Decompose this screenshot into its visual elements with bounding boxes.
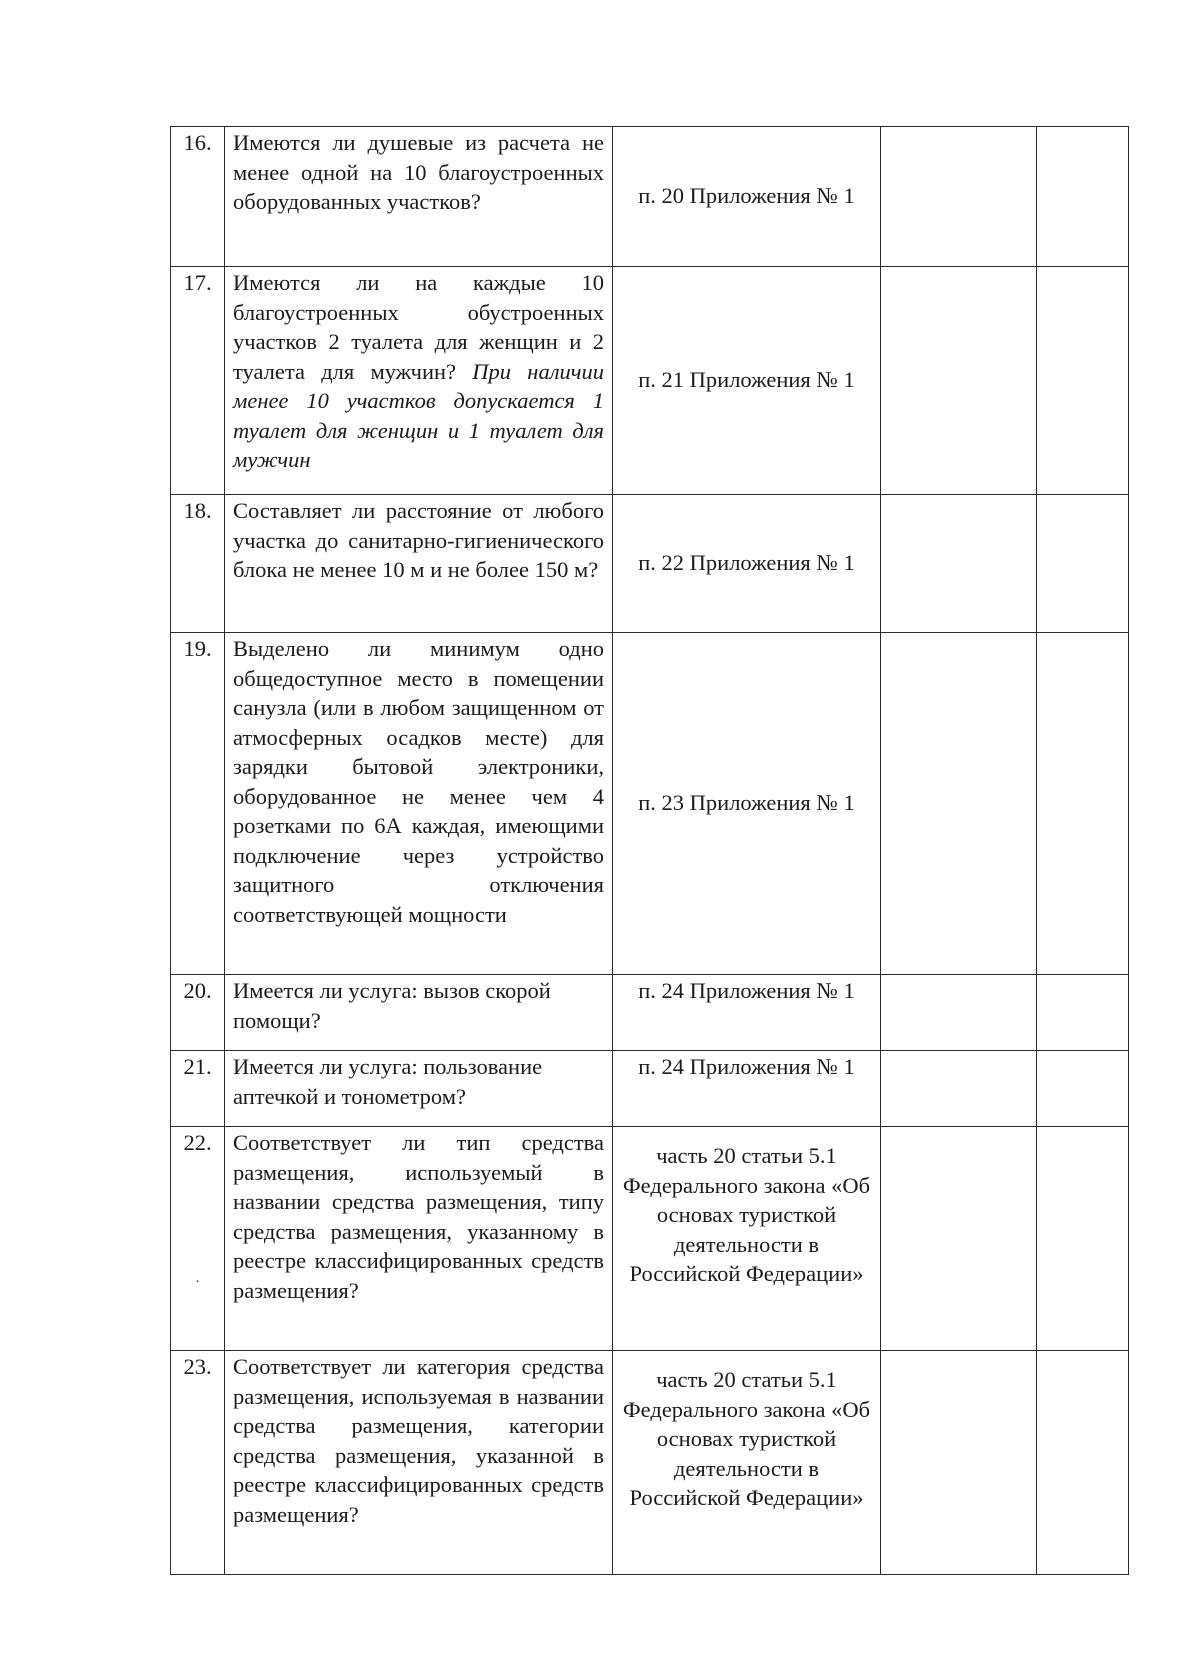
empty-cell (1037, 127, 1129, 267)
row-question (225, 975, 613, 1051)
row-number: 18. (171, 495, 225, 633)
row-question (225, 1351, 613, 1575)
empty-cell (881, 975, 1037, 1051)
table-row (171, 495, 1129, 633)
empty-cell (881, 1127, 1037, 1351)
table-row (171, 1051, 1129, 1127)
table-row (171, 633, 1129, 975)
row-question (225, 1051, 613, 1127)
row-question (225, 127, 613, 267)
row-number: 23. (171, 1351, 225, 1575)
checklist-table (170, 126, 1129, 1575)
stray-mark: · (195, 1274, 200, 1290)
table-row (171, 267, 1129, 495)
row-number (171, 1127, 225, 1351)
table-row (171, 1351, 1129, 1575)
question-text: Выделено ли минимум одно общедоступное место в помещении санузла (или в любом защищенном от атмосферных осадков месте) для зарядки бытовой электроники, оборудованное не менее чем 4 розетками по 6А каждая, имеющими подключение через устройство защитного отключения соответствующей мощности (233, 636, 604, 927)
question-text: Имеется ли услуга: вызов скорой помощи? (233, 978, 551, 1033)
empty-cell (881, 633, 1037, 975)
empty-cell (881, 1351, 1037, 1575)
question-text: Имеются ли на каждые 10 благоустроенных обустроенных участков 2 туалета для женщин и 2 туалета для мужчин? (233, 270, 604, 384)
row-reference: п. 24 Приложения № 1 (613, 975, 881, 1051)
question-note: При наличии менее 10 участков допускается 1 туалет для женщин и 1 туалет для мужчин (233, 358, 604, 472)
question-text: Соответствует ли тип средства размещения, используемый в названии средства размещения, типу средства размещения, указанному в реестре классифицированных средств размещения? (233, 1130, 604, 1303)
row-number: 19. (171, 633, 225, 975)
empty-cell (881, 1051, 1037, 1127)
row-reference: часть 20 статьи 5.1 Федерального закона «Об основах туристкой деятельности в Российской Федерации» (613, 1127, 881, 1351)
row-number: 20. (171, 975, 225, 1051)
table-row (171, 1127, 1129, 1351)
row-number: 21. (171, 1051, 225, 1127)
question-text: Имеются ли душевые из расчета не менее одной на 10 благоустроенных оборудованных участков? (233, 130, 604, 214)
row-reference: п. 20 Приложения № 1 (613, 127, 881, 267)
row-question (225, 1127, 613, 1351)
question-text: Составляет ли расстояние от любого участка до санитарно-гигиенического блока не менее 10 м и не более 150 м? (233, 498, 604, 582)
table-row (171, 975, 1129, 1051)
row-reference: часть 20 статьи 5.1 Федерального закона «Об основах туристкой деятельности в Российской Федерации» (613, 1351, 881, 1575)
empty-cell (881, 495, 1037, 633)
empty-cell (1037, 267, 1129, 495)
row-question (225, 495, 613, 633)
empty-cell (881, 127, 1037, 267)
row-number: 17. (171, 267, 225, 495)
row-question (225, 267, 613, 495)
row-question (225, 633, 613, 975)
question-text: Имеется ли услуга: пользование аптечкой и тонометром? (233, 1054, 543, 1109)
empty-cell (1037, 495, 1129, 633)
row-reference: п. 24 Приложения № 1 (613, 1051, 881, 1127)
table-row (171, 127, 1129, 267)
row-reference: п. 22 Приложения № 1 (613, 495, 881, 633)
row-number-text: 22. (183, 1130, 212, 1155)
empty-cell (1037, 1051, 1129, 1127)
empty-cell (1037, 633, 1129, 975)
empty-cell (1037, 1351, 1129, 1575)
row-number: 16. (171, 127, 225, 267)
row-reference: п. 23 Приложения № 1 (613, 633, 881, 975)
question-text: Соответствует ли категория средства размещения, используемая в названии средства размещения, категории средства размещения, указанной в реестре классифицированных средств размещения? (233, 1354, 604, 1527)
row-reference: п. 21 Приложения № 1 (613, 267, 881, 495)
empty-cell (1037, 1127, 1129, 1351)
empty-cell (881, 267, 1037, 495)
empty-cell (1037, 975, 1129, 1051)
